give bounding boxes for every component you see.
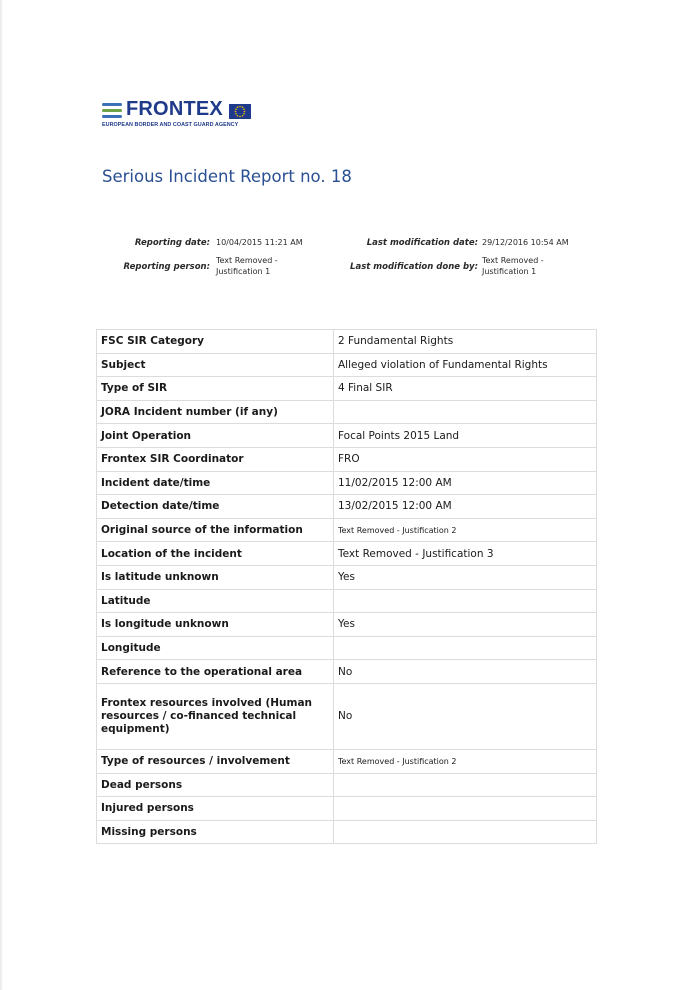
row-label: JORA Incident number (if any) (97, 400, 334, 424)
row-label: Longitude (97, 636, 334, 660)
table-row (97, 447, 597, 471)
last-modification-by-label: Last modification done by: (350, 262, 478, 272)
row-value: Text Removed - Justification 3 (334, 542, 597, 566)
row-value: Text Removed - Justification 2 (334, 749, 597, 773)
row-value: Text Removed - Justification 2 (334, 518, 597, 542)
table-row (97, 773, 597, 797)
last-modification-date-value: 29/12/2016 10:54 AM (482, 238, 569, 247)
reporting-person-value (216, 256, 278, 277)
page-edge-shadow (0, 0, 3, 990)
row-value (334, 589, 597, 613)
row-label: Type of SIR (97, 377, 334, 401)
row-label: Joint Operation (97, 424, 334, 448)
row-label: Original source of the information (97, 518, 334, 542)
logo-subtitle: EUROPEAN BORDER AND COAST GUARD AGENCY (102, 122, 239, 128)
row-label: Type of resources / involvement (97, 749, 334, 773)
row-value (334, 400, 597, 424)
row-value: 13/02/2015 12:00 AM (334, 495, 597, 519)
row-label: Missing persons (97, 820, 334, 844)
row-label: Injured persons (97, 797, 334, 821)
table-row (97, 797, 597, 821)
last-modification-by-value-line2: Justification 1 (482, 266, 537, 276)
row-value (334, 797, 597, 821)
table-row (97, 495, 597, 519)
eu-flag-icon (229, 104, 251, 119)
table-row (97, 400, 597, 424)
table-row (97, 518, 597, 542)
table-row (97, 471, 597, 495)
report-title: Serious Incident Report no. 18 (102, 167, 352, 186)
reporting-person-value-line2: Justification 1 (216, 266, 271, 276)
row-label: FSC SIR Category (97, 330, 334, 354)
table-row (97, 542, 597, 566)
last-modification-by-value-line1: Text Removed - (482, 256, 544, 265)
row-label: Is latitude unknown (97, 565, 334, 589)
row-label: Dead persons (97, 773, 334, 797)
row-label: Detection date/time (97, 495, 334, 519)
table-row (97, 424, 597, 448)
table-row (97, 377, 597, 401)
row-label: Reference to the operational area (97, 660, 334, 684)
row-value (334, 636, 597, 660)
frontex-logo (102, 98, 262, 133)
row-value (334, 773, 597, 797)
row-label: Incident date/time (97, 471, 334, 495)
logo-wordmark: FRONTEX (126, 98, 223, 120)
row-value: 11/02/2015 12:00 AM (334, 471, 597, 495)
table-row (97, 589, 597, 613)
table-row (97, 749, 597, 773)
table-row (97, 353, 597, 377)
row-value: 4 Final SIR (334, 377, 597, 401)
last-modification-by-value (482, 256, 544, 277)
table-row (97, 660, 597, 684)
row-label: Latitude (97, 589, 334, 613)
frontex-wave-icon (102, 103, 122, 119)
incident-details-table (96, 329, 597, 844)
table-row (97, 820, 597, 844)
row-label: Frontex SIR Coordinator (97, 447, 334, 471)
reporting-date-value: 10/04/2015 11:21 AM (216, 238, 303, 247)
row-value (334, 820, 597, 844)
row-value: No (334, 660, 597, 684)
row-label: Is longitude unknown (97, 613, 334, 637)
row-value: Yes (334, 613, 597, 637)
row-label: Frontex resources involved (Human resources / co-financed technical equipment) (97, 683, 334, 749)
table-row (97, 636, 597, 660)
row-label: Location of the incident (97, 542, 334, 566)
row-label: Subject (97, 353, 334, 377)
last-modification-date-label: Last modification date: (366, 238, 478, 248)
table-row (97, 565, 597, 589)
table-row (97, 330, 597, 354)
row-value: Focal Points 2015 Land (334, 424, 597, 448)
row-value: Alleged violation of Fundamental Rights (334, 353, 597, 377)
table-row (97, 613, 597, 637)
row-value: FRO (334, 447, 597, 471)
reporting-person-label: Reporting person: (123, 262, 210, 272)
reporting-date-label: Reporting date: (134, 238, 210, 248)
row-value: Yes (334, 565, 597, 589)
row-value: No (334, 683, 597, 749)
table-row (97, 683, 597, 749)
row-value: 2 Fundamental Rights (334, 330, 597, 354)
reporting-person-value-line1: Text Removed - (216, 256, 278, 265)
